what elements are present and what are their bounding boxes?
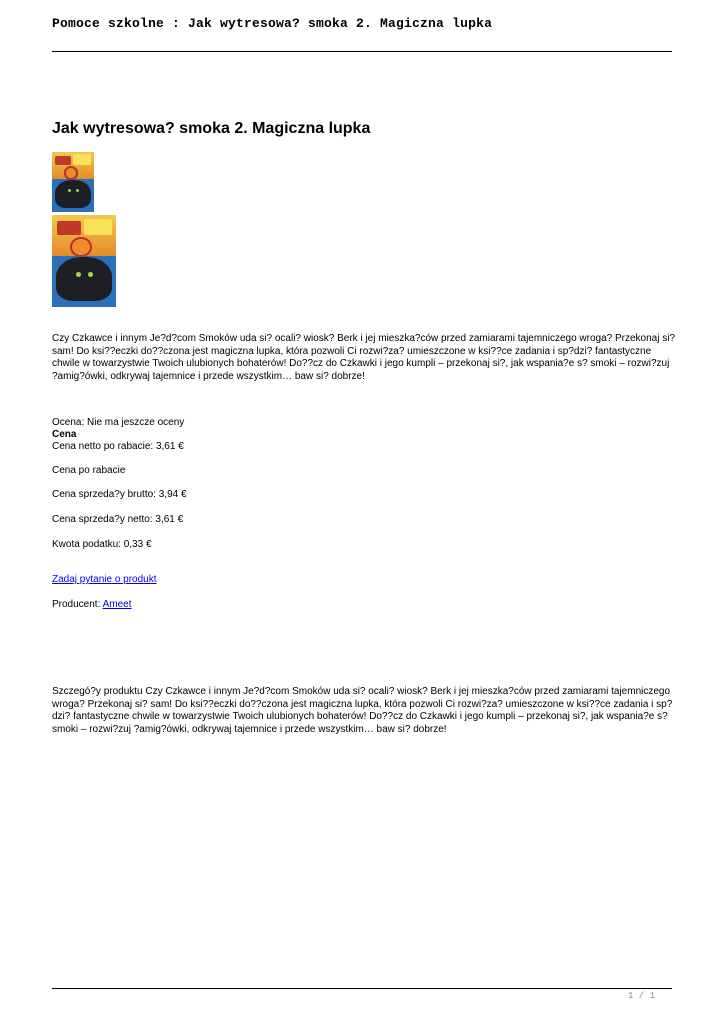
- product-cover-image: [52, 215, 116, 307]
- producer-row: [52, 599, 132, 611]
- page-number: 1 / 1: [627, 991, 655, 1001]
- price-heading: Cena: [52, 429, 77, 440]
- product-title: Jak wytresowa? smoka 2. Magiczna lupka: [52, 120, 371, 137]
- document-header-title: Pomoce szkolne : Jak wytresowa? smoka 2. Magiczna lupka: [52, 16, 493, 31]
- producer-link[interactable]: Ameet: [102, 599, 132, 610]
- gross-price: Cena sprzeda?y brutto: 3,94 €: [52, 489, 187, 500]
- rating-text: Ocena: Nie ma jeszcze oceny: [52, 417, 185, 428]
- net-price-after-discount: Cena netto po rabacie: 3,61 €: [52, 441, 184, 452]
- producer-label: Producent:: [52, 599, 103, 610]
- net-price: Cena sprzeda?y netto: 3,61 €: [52, 514, 184, 525]
- ask-question-link[interactable]: Zadaj pytanie o produkt: [52, 574, 157, 585]
- price-after-discount: Cena po rabacie: [52, 465, 126, 476]
- product-cover-thumbnail: [52, 152, 94, 212]
- header-divider: [52, 51, 672, 52]
- tax-amount: Kwota podatku: 0,33 €: [52, 539, 152, 550]
- product-description: Czy Czkawce i innym Je?d?com Smoków uda si? ocali? wiosk? Berk i jej mieszka?ców przed zamiarami tajemniczego wroga? Przekonaj si? sam! Do ksi??eczki do??czona jest magiczna lupka, która pozwoli Ci rozwi?za? umieszczone w ksi??ce zadania i sp?dzi? fantastyczne chwile w towarzystwie Twoich ulubionych bohaterów! Do??cz do Czkawki i jego kumpli – przekonaj si?, jak wspania?e s? smoki – rozwi?zuj ?amig?ówki, odkrywaj tajemnice i przede wszystkim… baw si? dobrze!: [52, 333, 676, 382]
- ask-question-row: [52, 574, 157, 586]
- product-details: Szczegó?y produktu Czy Czkawce i innym Je?d?com Smoków uda si? ocali? wiosk? Berk i jej mieszka?ców przed zamiarami tajemniczego wroga? Przekonaj si? sam! Do ksi??eczki do??czona jest magiczna lupka, która pozwoli Ci rozwi?za? umieszczone w ksi??ce zadania i sp?dzi? fantastyczne chwile w towarzystwie Twoich ulubionych bohaterów! Do??cz do Czkawki i jego kumpli – przekonaj si?, jak wspania?e s? smoki – rozwi?zuj ?amig?ówki, odkrywaj tajemnice i przede wszystkim… baw si? dobrze!: [52, 686, 673, 735]
- footer-divider: [52, 988, 672, 989]
